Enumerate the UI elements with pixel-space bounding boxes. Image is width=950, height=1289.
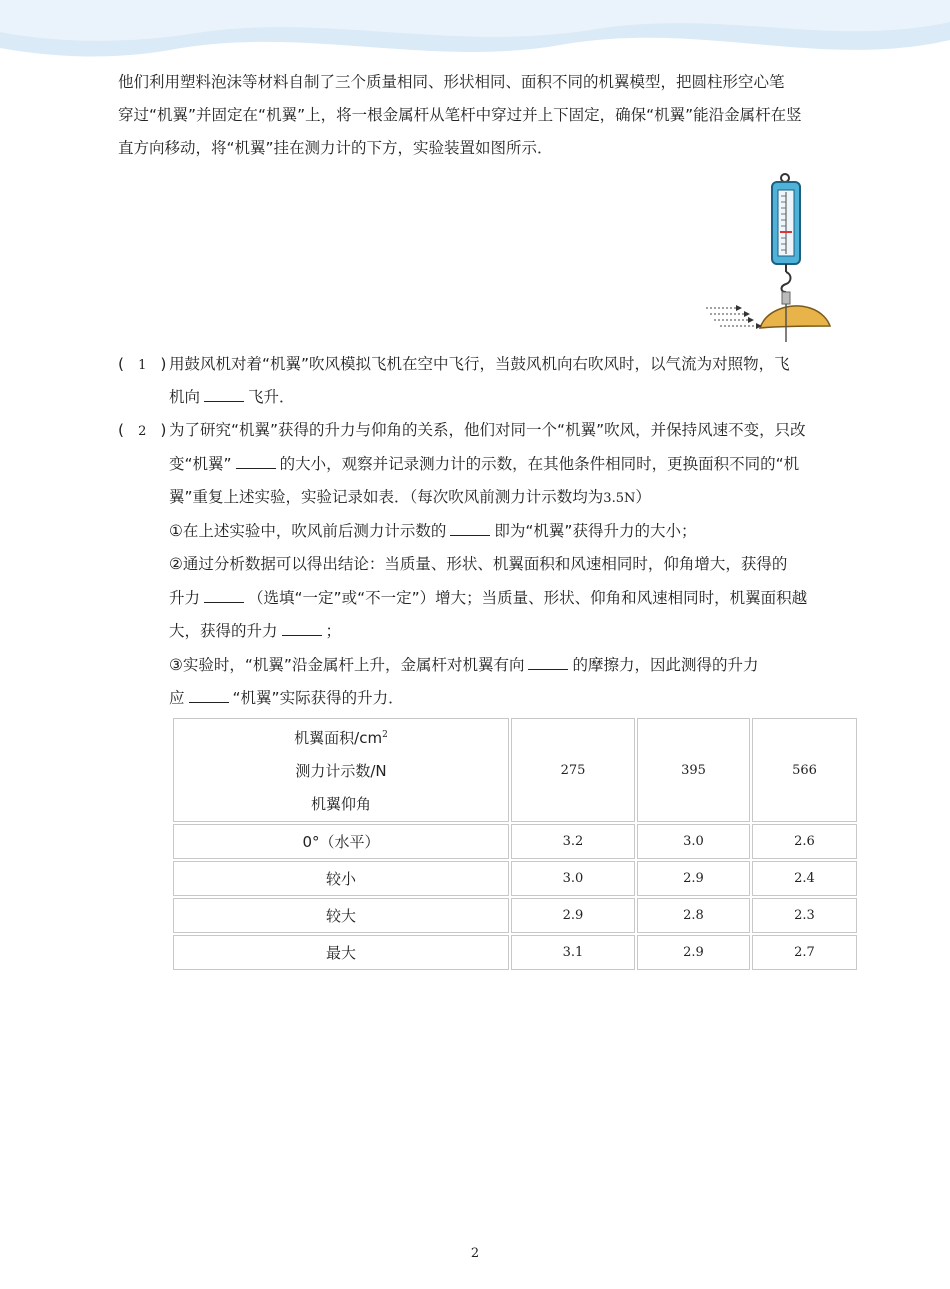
angle-cell: 最大 [173, 935, 509, 970]
table-header-row [173, 718, 857, 822]
q2-s1-blank[interactable] [450, 521, 490, 536]
value-cell: 2.7 [752, 935, 857, 970]
data-table [171, 716, 859, 972]
q2-sub-3-line-2: 应 “机翼”实际获得的升力． [169, 689, 404, 707]
q1-answer-blank[interactable] [204, 387, 244, 402]
table-row [173, 935, 857, 970]
table-row [173, 861, 857, 896]
q1-number: ( 1 ) [118, 355, 167, 373]
table-row [173, 824, 857, 859]
q2-s2-blank-2[interactable] [282, 621, 322, 636]
area-cell: 275 [511, 718, 635, 822]
value-cell: 3.1 [511, 935, 635, 970]
intro-line-3: 直方向移动，将“机翼”挂在测力计的下方，实验装置如图所示． [118, 139, 553, 157]
angle-cell: 较大 [173, 898, 509, 933]
page-number: 2 [470, 1246, 480, 1261]
area-cell: 395 [637, 718, 750, 822]
q2-s3-blank-2[interactable] [189, 688, 229, 703]
value-cell: 3.2 [511, 824, 635, 859]
q2-line-3: 翼”重复上述实验，实验记录如表．（每次吹风前测力计示数均为3.5N） [169, 488, 651, 506]
table-row [173, 898, 857, 933]
value-cell: 2.9 [637, 861, 750, 896]
value-cell: 3.0 [637, 824, 750, 859]
q2-sub-2-line-1: ②通过分析数据可以得出结论：当质量、形状、机翼面积和风速相同时，仰角增大，获得的 [169, 555, 788, 573]
header-wave-decoration [0, 0, 950, 70]
q1-line-1: 用鼓风机对着“机翼”吹风模拟飞机在空中飞行，当鼓风机向右吹风时，以气流为对照物，飞 [169, 355, 790, 373]
q2-sub-2-line-3: 大，获得的升力 ； [169, 622, 342, 640]
intro-line-1: 他们利用塑料泡沫等材料自制了三个质量相同、形状相同、面积不同的机翼模型，把圆柱形空心笔 [118, 73, 785, 91]
intro-line-2: 穿过“机翼”并固定在“机翼”上，将一根金属杆从笔杆中穿过并上下固定，确保“机翼”能沿金属杆在竖 [118, 106, 802, 124]
value-cell: 2.3 [752, 898, 857, 933]
q1-line-2: 机向 飞升． [169, 388, 295, 406]
q2-sub-3-line-1: ③实验时，“机翼”沿金属杆上升，金属杆对机翼有向 的摩擦力，因此测得的升力 [169, 656, 759, 674]
area-cell: 566 [752, 718, 857, 822]
value-cell: 2.6 [752, 824, 857, 859]
angle-cell: 0°（水平） [173, 824, 509, 859]
q2-sub-2-line-2: 升力 （选填“一定”或“不一定”）增大；当质量、形状、仰角和风速相同时，机翼面积越 [169, 589, 808, 607]
value-cell: 2.4 [752, 861, 857, 896]
q2-number: ( 2 ) [118, 421, 167, 439]
q2-blank-angle[interactable] [236, 454, 276, 469]
value-cell: 2.9 [637, 935, 750, 970]
value-cell: 2.8 [637, 898, 750, 933]
q2-line-2: 变“机翼” 的大小，观察并记录测力计的示数，在其他条件相同时，更换面积不同的“机 [169, 455, 800, 473]
q2-s2-blank-1[interactable] [204, 588, 244, 603]
q2-sub-1: ①在上述实验中，吹风前后测力计示数的 即为“机翼”获得升力的大小； [169, 522, 697, 540]
value-cell: 2.9 [511, 898, 635, 933]
intro-paragraph [118, 66, 858, 165]
value-cell: 3.0 [511, 861, 635, 896]
angle-cell: 较小 [173, 861, 509, 896]
q2-line-1: 为了研究“机翼”获得的升力与仰角的关系，他们对同一个“机翼”吹风，并保持风速不变，只改 [169, 421, 806, 439]
q2-s3-blank-1[interactable] [528, 655, 568, 670]
header-label-cell: 机翼面积$/cm^2$ 测力计示数/N 机翼仰角 [173, 718, 509, 822]
apparatus-figure [700, 170, 840, 345]
